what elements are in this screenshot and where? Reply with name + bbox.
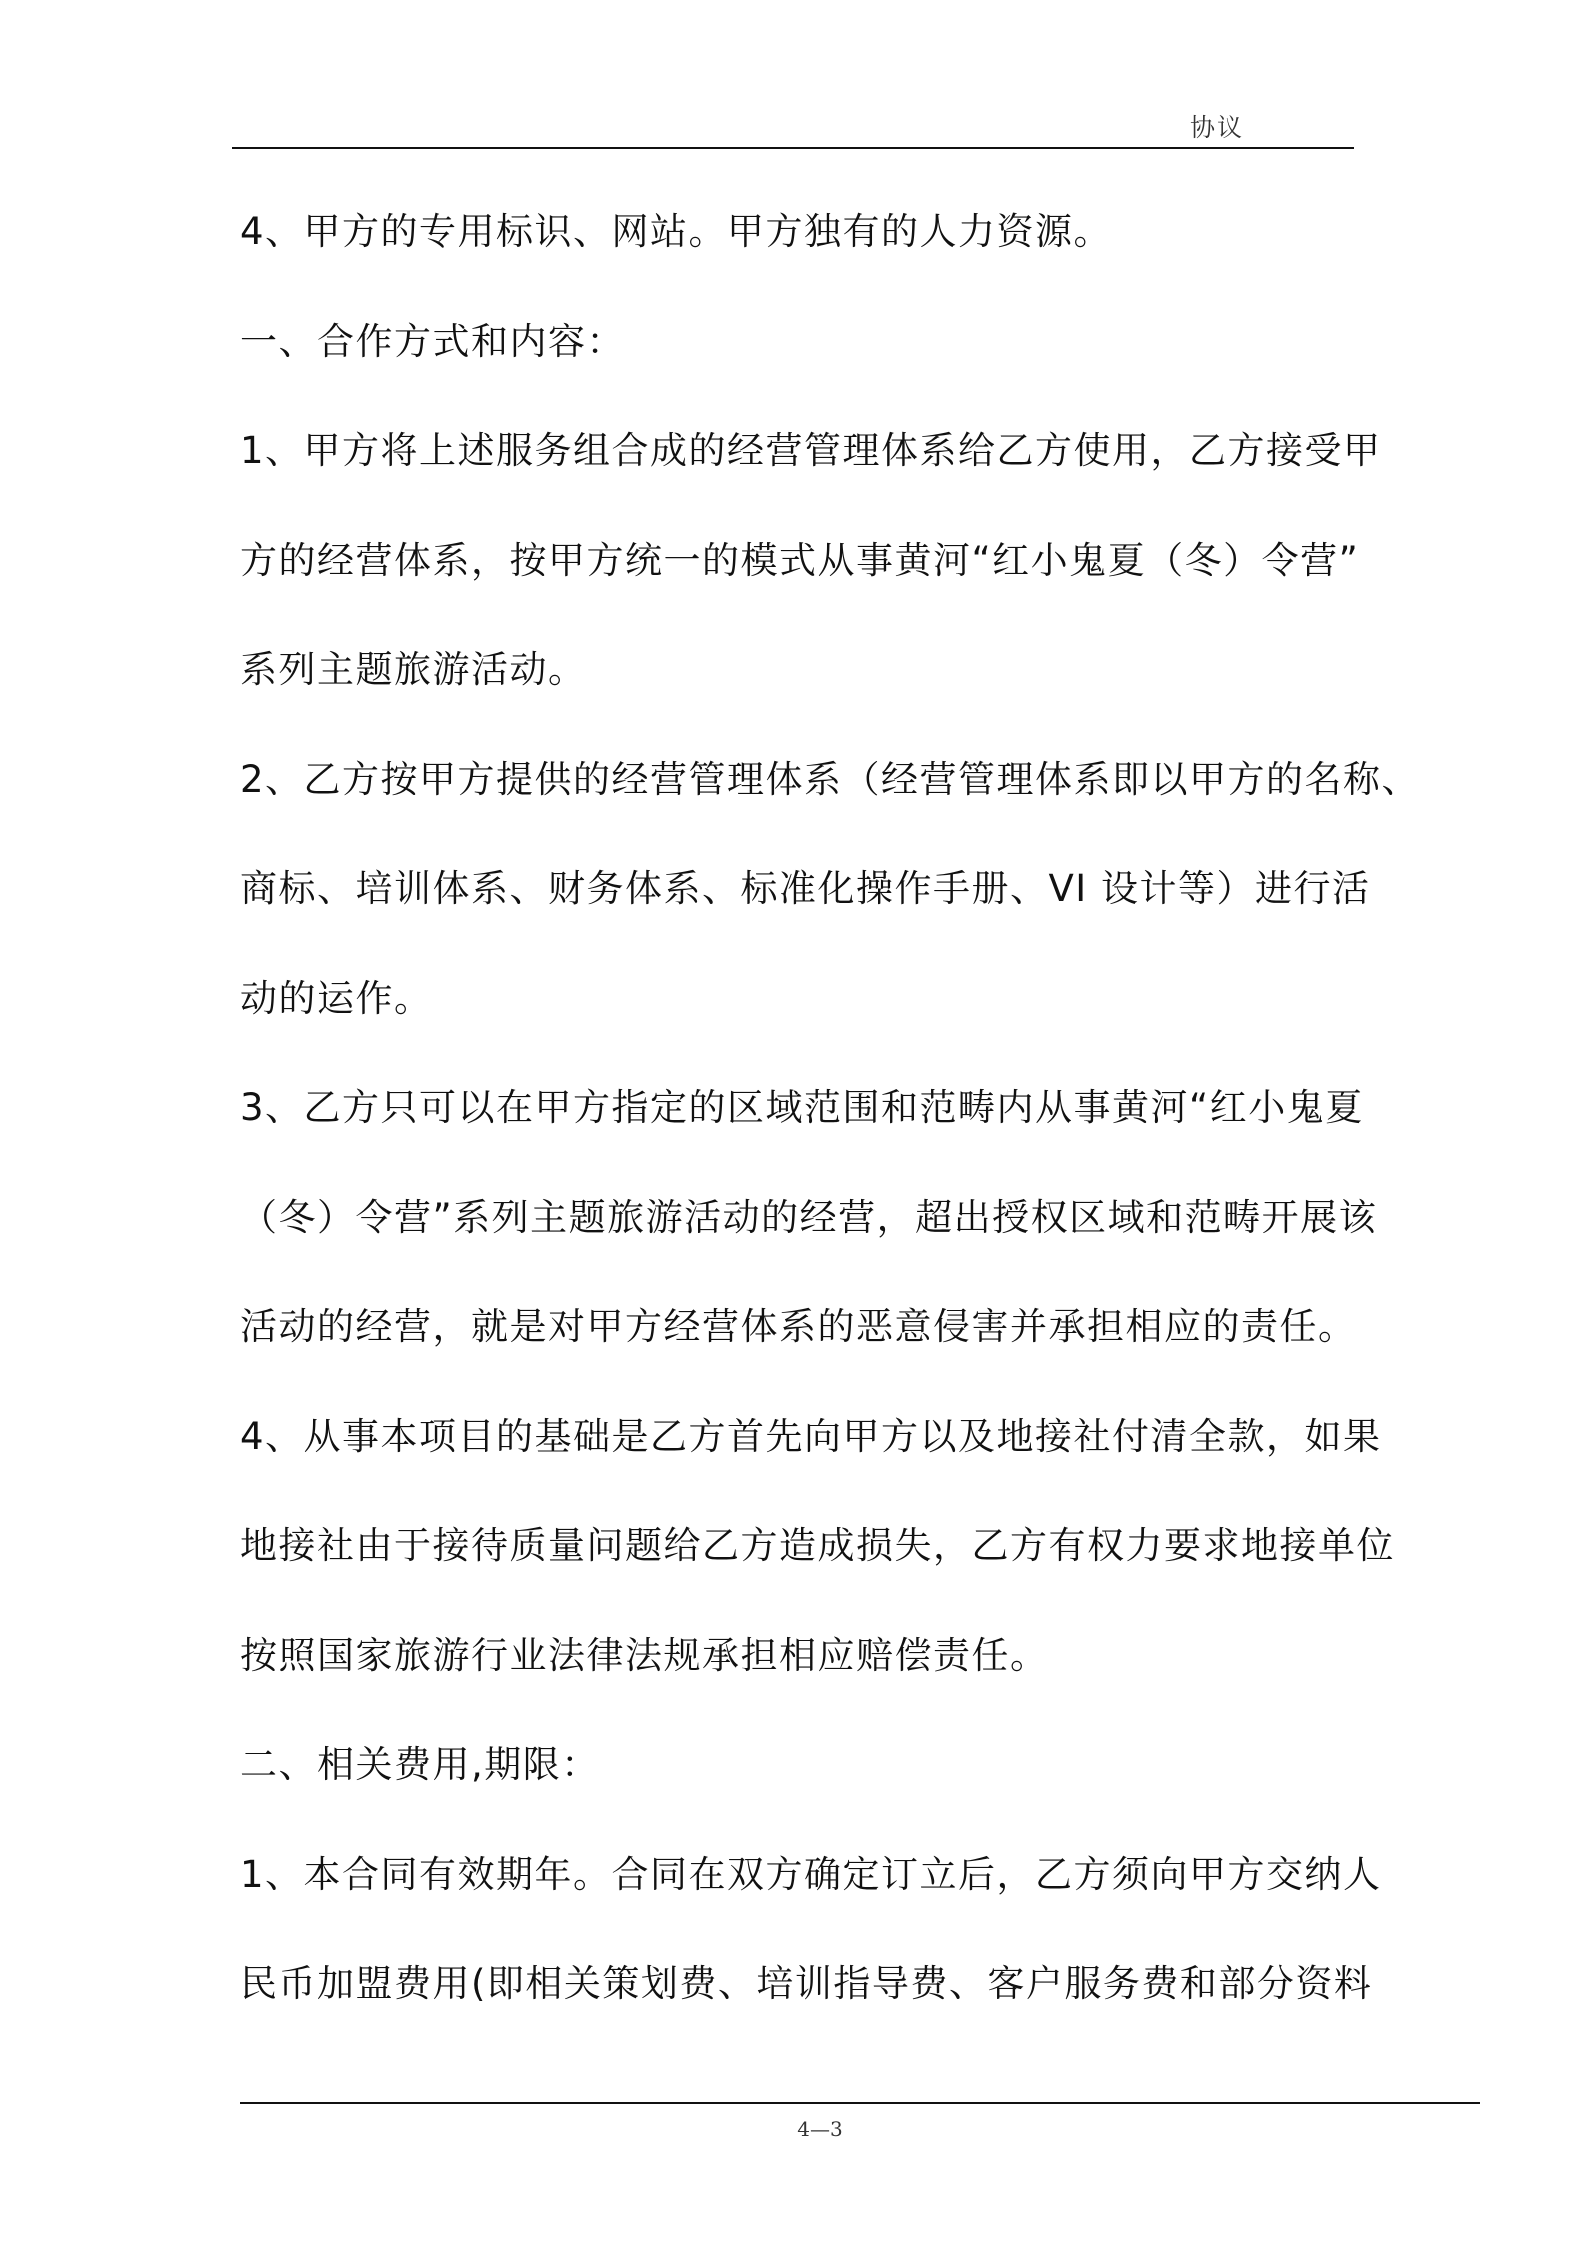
text-line: 3、乙方只可以在甲方指定的区域范围和范畴内从事黄河“红小鬼夏 <box>240 1086 1364 1129</box>
header-label: 协议 <box>1190 113 1245 142</box>
text-line: 民币加盟费用(即相关策划费、培训指导费、客户服务费和部分资料 <box>240 1962 1373 2005</box>
text-line: 1、甲方将上述服务组合成的经营管理体系给乙方使用，乙方接受甲 <box>240 429 1382 472</box>
text-line: 按照国家旅游行业法律法规承担相应赔偿责任。 <box>240 1633 1049 1677</box>
text-line: 动的运作。 <box>240 976 433 1020</box>
text-line: 2、乙方按甲方提供的经营管理体系（经营管理体系即以甲方的名称、 <box>240 757 1421 801</box>
text-line: 4、从事本项目的基础是乙方首先向甲方以及地接社付清全款，如果 <box>240 1414 1382 1458</box>
text-line: 1、本合同有效期年。合同在双方确定订立后，乙方须向甲方交纳人 <box>240 1852 1382 1896</box>
footer-divider <box>240 2102 1480 2104</box>
text-line: 商标、培训体系、财务体系、标准化操作手册、VI 设计等）进行活 <box>240 867 1371 910</box>
text-line: 4、甲方的专用标识、网站。甲方独有的人力资源。 <box>240 210 1113 253</box>
text-line: 系列主题旅游活动。 <box>240 648 587 691</box>
section-heading: 二、相关费用,期限： <box>240 1743 600 1786</box>
text-line: 方的经营体系，按甲方统一的模式从事黄河“红小鬼夏（冬）令营” <box>240 538 1360 582</box>
section-heading: 一、合作方式和内容： <box>240 319 625 363</box>
text-line: 地接社由于接待质量问题给乙方造成损失，乙方有权力要求地接单位 <box>240 1524 1395 1567</box>
page-number: 4—3 <box>797 2117 843 2141</box>
document-body <box>240 196 1421 2058</box>
text-line: （冬）令营”系列主题旅游活动的经营，超出授权区域和范畴开展该 <box>240 1195 1378 1239</box>
text-line: 活动的经营，就是对甲方经营体系的恶意侵害并承担相应的责任。 <box>240 1305 1357 1348</box>
header-divider <box>232 147 1354 149</box>
